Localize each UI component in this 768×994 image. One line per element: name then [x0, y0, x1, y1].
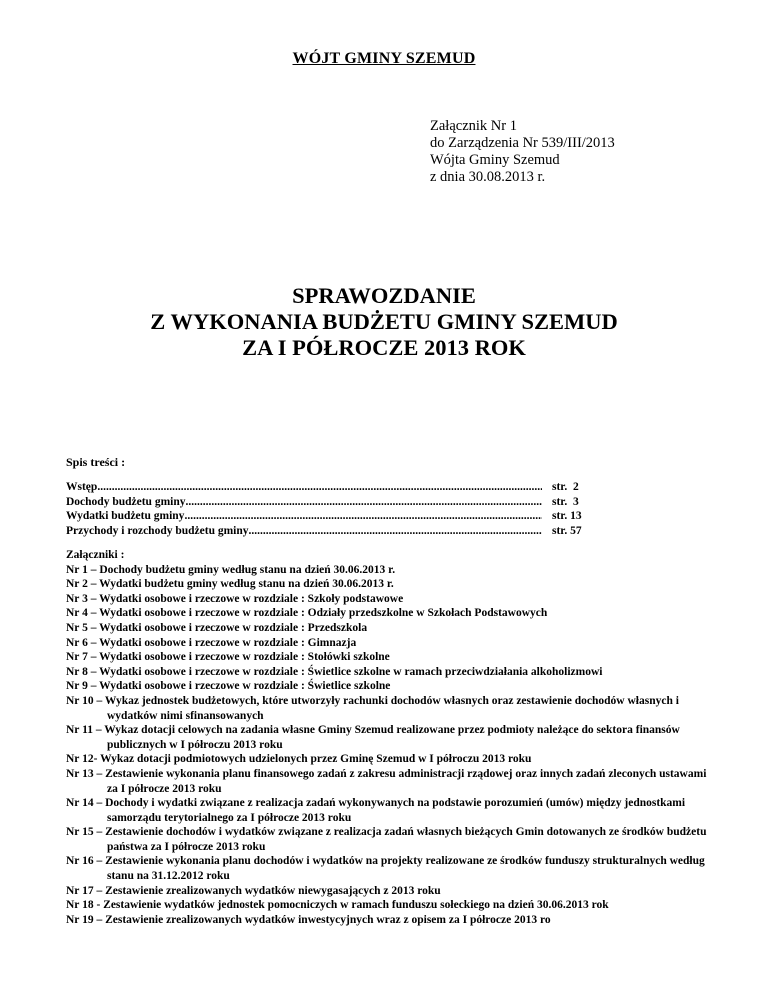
toc-entry-label: Dochody budżetu gminy — [66, 495, 186, 508]
attachment-item: Nr 7 – Wydatki osobowe i rzeczowe w rozdziale : Stołówki szkolne — [66, 651, 390, 664]
annex-line: z dnia 30.08.2013 r. — [430, 169, 546, 185]
toc-entry-label: Przychody i rozchody budżetu gminy — [66, 524, 249, 537]
report-title-line: ZA I PÓŁROCZE 2013 ROK — [242, 335, 526, 360]
report-title-line: Z WYKONANIA BUDŻETU GMINY SZEMUD — [150, 309, 618, 334]
toc-entry — [66, 509, 596, 524]
annex-line: Wójta Gminy Szemud — [430, 152, 560, 168]
attachment-item: Nr 2 – Wydatki budżetu gminy według stanu na dzień 30.06.2013 r. — [66, 578, 394, 591]
toc-entry — [66, 480, 596, 495]
attachment-item: Nr 5 – Wydatki osobowe i rzeczowe w rozdziale : Przedszkola — [66, 621, 368, 634]
toc-leader-dots — [184, 509, 542, 524]
toc-leader-dots — [249, 524, 542, 539]
attachment-item: Nr 17 – Zestawienie zrealizowanych wydatków niewygasających z 2013 roku — [66, 884, 441, 897]
attachment-item: Nr 8 – Wydatki osobowe i rzeczowe w rozdziale : Świetlice szkolne w ramach przeciwdziałania alkoholizmowi — [66, 665, 603, 678]
attachment-item: Nr 1 – Dochody budżetu gminy według stanu na dzień 30.06.2013 r. — [66, 563, 396, 576]
report-title — [0, 283, 768, 361]
attachment-item: Nr 16 – Zestawienie wykonania planu dochodów i wydatków na projekty realizowane ze środków funduszy strukturalnych według stanu na 31.12.2012 roku — [66, 855, 705, 883]
attachment-item: Nr 13 – Zestawienie wykonania planu finansowego zadań z zakresu administracji rządowej oraz innych zadań zleconych ustawami za I półrocze 2013 roku — [66, 767, 707, 795]
attachment-item: Nr 15 – Zestawienie dochodów i wydatków związane z realizacja zadań własnych bieżących Gmin dotowanych ze środków budżetu państwa za I półrocze 2013 roku — [66, 826, 707, 853]
annex-line: do Zarządzenia Nr 539/III/2013 — [430, 135, 615, 151]
toc-leader-dots — [97, 480, 542, 495]
attachment-item: Nr 12- Wykaz dotacji podmiotowych udzielonych przez Gminę Szemud w I półroczu 2013 roku — [66, 753, 532, 766]
toc-heading: Spis treści : — [66, 455, 126, 469]
annex-line: Załącznik Nr 1 — [430, 118, 517, 134]
attachment-item: Nr 4 – Wydatki osobowe i rzeczowe w rozdziale : Odziały przedszkolne w Szkołach Podstawowych — [66, 607, 548, 620]
toc-entry-page: str. 2 — [552, 481, 579, 493]
attachment-item: Nr 6 – Wydatki osobowe i rzeczowe w rozdziale : Gimnazja — [66, 636, 357, 649]
toc-entry-page: str. 3 — [552, 495, 579, 508]
attachments-list — [66, 548, 716, 927]
toc-entry-page: str. 13 — [552, 510, 582, 522]
attachment-item: Nr 9 – Wydatki osobowe i rzeczowe w rozdziale : Świetlice szkolne — [66, 680, 391, 693]
toc-entry-label: Wstęp — [66, 481, 98, 493]
attachments-heading: Załączniki : — [66, 549, 125, 561]
table-of-contents — [66, 480, 596, 538]
attachment-item: Nr 19 – Zestawienie zrealizowanych wydatków inwestycyjnych wraz z opisem za I półrocze 2013 ro — [66, 913, 551, 926]
toc-entry-label: Wydatki budżetu gminy — [66, 510, 185, 522]
report-title-line: SPRAWOZDANIE — [292, 283, 476, 308]
attachment-item: Nr 10 – Wykaz jednostek budżetowych, które utworzyły rachunki dochodów własnych oraz zestawienie dochodów własnych i wydatków nimi sfinansowanych — [66, 694, 679, 722]
attachment-item: Nr 18 - Zestawienie wydatków jednostek pomocniczych w ramach funduszu sołeckiego na dzień 30.06.2013 rok — [66, 899, 609, 912]
toc-entry — [66, 495, 596, 510]
attachment-item: Nr 3 – Wydatki osobowe i rzeczowe w rozdziale : Szkoły podstawowe — [66, 592, 404, 605]
toc-entry — [66, 524, 596, 539]
toc-entry-page: str. 57 — [552, 524, 582, 537]
attachment-item: Nr 14 – Dochody i wydatki związane z realizacja zadań wykonywanych na podstawie porozumień (umów) między jednostkami samorządu terytorialnego za I półrocze 2013 roku — [66, 797, 686, 824]
document-header-title: WÓJT GMINY SZEMUD — [292, 50, 476, 67]
toc-leader-dots — [186, 495, 543, 510]
annex-reference — [430, 118, 615, 186]
attachment-item: Nr 11 – Wykaz dotacji celowych na zadania własne Gminy Szemud realizowane przez podmioty należące do sektora finansów publicznych w I półroczu 2013 roku — [66, 724, 680, 751]
